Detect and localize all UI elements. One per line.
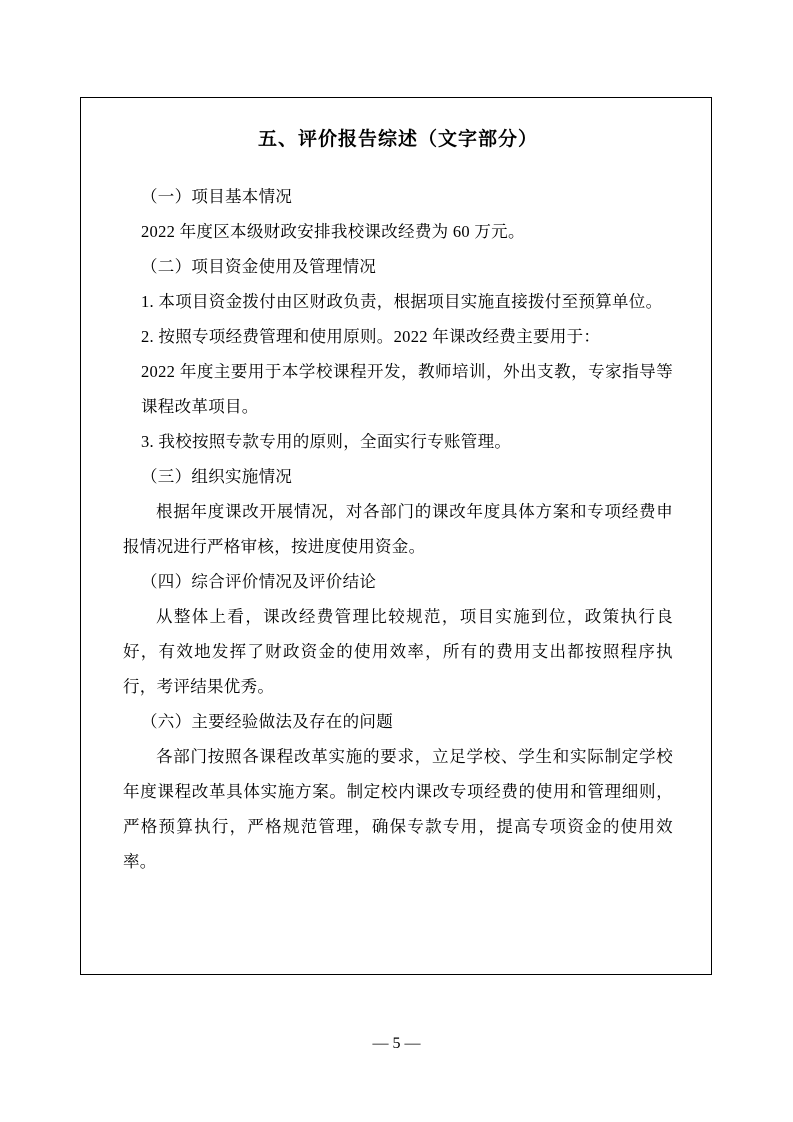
paragraph-section-4-body-1: 从整体上看，课改经费管理比较规范，项目实施到位，政策执行良好，有效地发挥了财政资金的使用效率，所有的费用支出都按照程序执行，考评结果优秀。 (123, 607, 673, 696)
paragraph-section-2-heading: （二）项目资金使用及管理情况 (141, 257, 377, 276)
paragraph-section-2-body-1: 1. 本项目资金拨付由区财政负责，根据项目实施直接拨付至预算单位。 (141, 292, 663, 311)
paragraph-section-1-heading: （一）项目基本情况 (141, 187, 293, 206)
paragraph-section-4-heading: （四）综合评价情况及评价结论 (141, 572, 377, 591)
paragraph-section-6-heading: （六）主要经验做法及存在的问题 (141, 712, 393, 731)
document-border-frame (80, 97, 712, 975)
paragraph-section-2-body-2: 2. 按照专项经费管理和使用原则。2022 年课改经费主要用于： (141, 327, 601, 346)
paragraph-section-3-heading: （三）组织实施情况 (141, 467, 293, 486)
paragraph-section-1-body-1: 2022 年度区本级财政安排我校课改经费为 60 万元。 (141, 222, 525, 241)
page-number: — 5 — (372, 1035, 421, 1052)
document-body (123, 116, 673, 879)
paragraph-section-2-body-3: 2022 年度主要用于本学校课程开发，教师培训，外出支教，专家指导等课程改革项目。 (141, 362, 673, 416)
paragraph-section-3-body-1: 根据年度课改开展情况，对各部门的课改年度具体方案和专项经费申报情况进行严格审核，按进度使用资金。 (123, 502, 673, 556)
paragraph-section-2-body-4: 3. 我校按照专款专用的原则，全面实行专账管理。 (141, 432, 512, 451)
paragraph-section-6-body-1: 各部门按照各课程改革实施的要求，立足学校、学生和实际制定学校年度课程改革具体实施方案。制定校内课改专项经费的使用和管理细则，严格预算执行，严格规范管理，确保专款专用，提高专项资金的使用效率。 (123, 747, 673, 871)
page-title: 五、评价报告综述（文字部分） (257, 129, 538, 150)
